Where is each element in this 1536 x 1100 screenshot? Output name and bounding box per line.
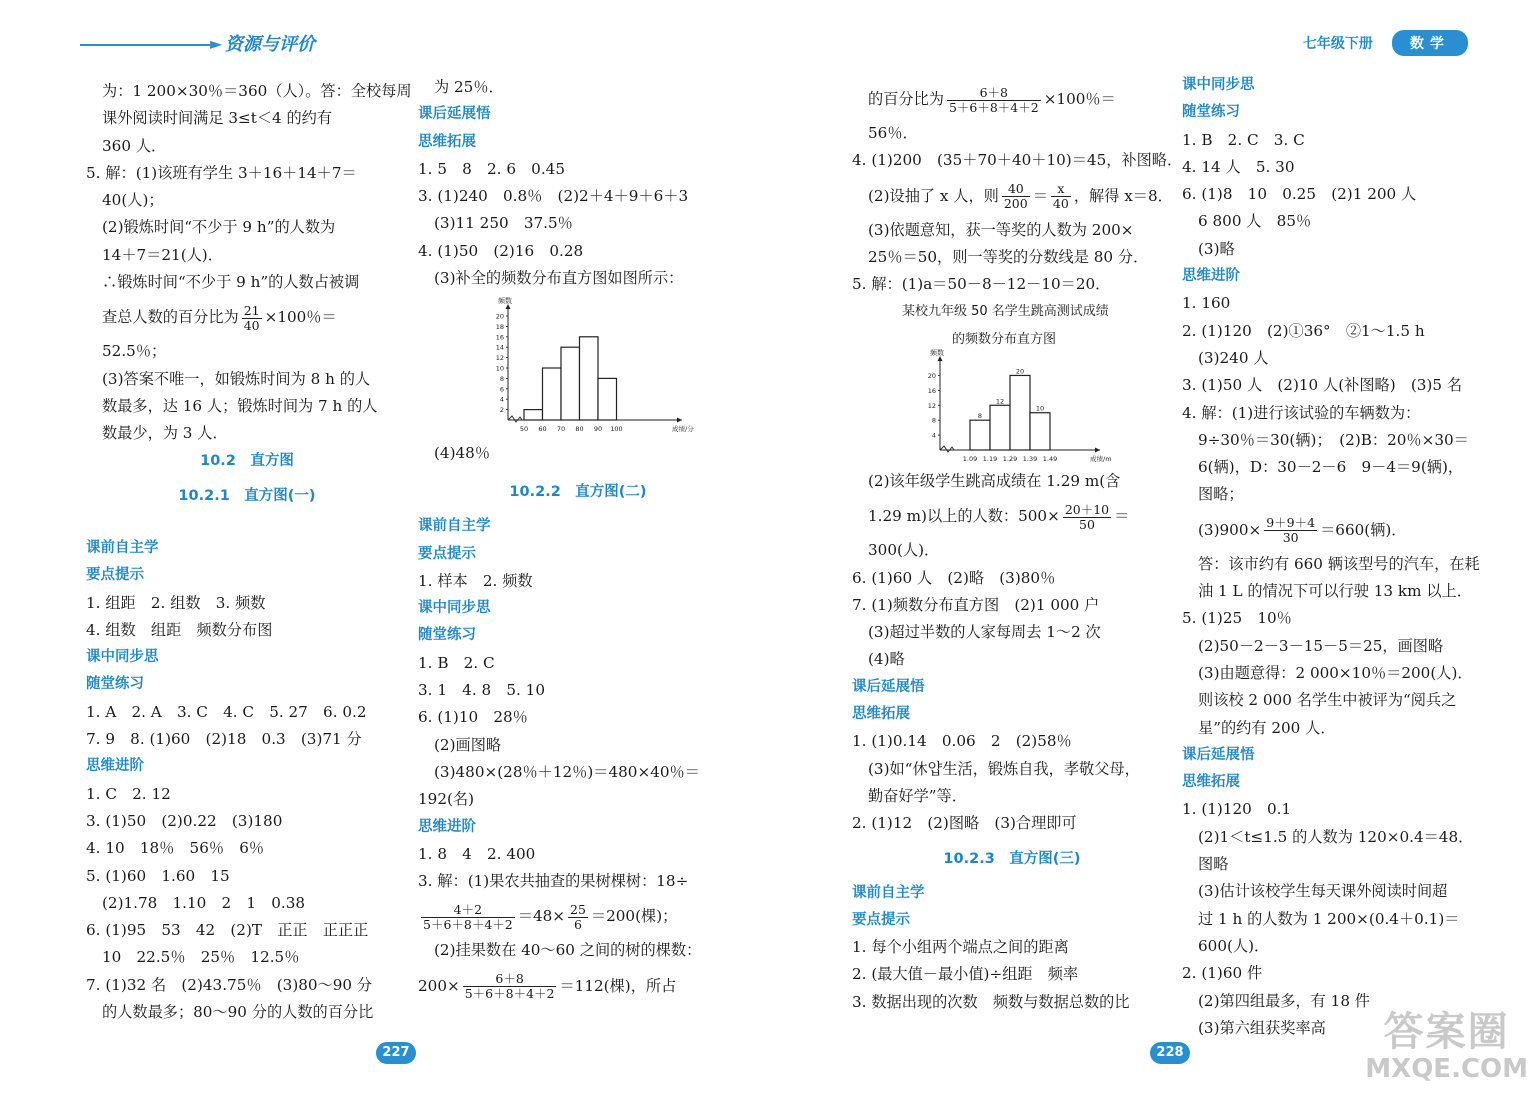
text-line: (3)补全的频数分布直方图如图所示： xyxy=(434,269,684,288)
histogram-bar xyxy=(1030,413,1050,450)
text-line: (4)48％ xyxy=(434,444,491,462)
text-line: 答：该市约有 660 辆该型号的汽车，在耗 xyxy=(1198,554,1480,573)
section-label: 随堂练习 xyxy=(418,627,476,644)
text-line: 7. (1)频数分布直方图 (2)1 000 户 xyxy=(852,595,1100,614)
y-tick-label: 14 xyxy=(495,343,504,352)
section-label: 课前自主学 xyxy=(86,540,159,556)
text-line: 2. (1)120 (2)①36° ②1～1.5 h xyxy=(1182,321,1425,340)
fraction-numerator: 20＋10 xyxy=(1064,501,1110,517)
fraction xyxy=(1063,503,1111,532)
text-span: 1.29 m)以上的人数：500× xyxy=(868,507,1060,526)
fraction-line xyxy=(852,78,1172,120)
fraction xyxy=(1264,516,1317,545)
text-span: (3)900× xyxy=(1198,520,1262,539)
text-line: 为：1 200×30％＝360（人）。答：全校每周 xyxy=(102,82,412,100)
text-line: 6. (1)60 人 (2)略 (3)80％ xyxy=(852,568,1056,587)
section-label: 要点提示 xyxy=(418,545,476,562)
answer-column-2b xyxy=(418,440,738,1007)
watermark-url: MXQE.COM xyxy=(1365,1054,1528,1084)
histogram-chart-2 xyxy=(910,345,1110,470)
text-line: 600(人)． xyxy=(1198,936,1270,955)
section-label: 课中同步思 xyxy=(86,649,159,666)
fraction-numerator: x xyxy=(1051,182,1071,197)
fraction-denominator: 6 xyxy=(573,916,582,932)
fraction-line xyxy=(418,895,738,937)
text-line: 5. (1)60 1.60 15 xyxy=(86,866,230,885)
y-tick-label: 4 xyxy=(931,431,936,440)
text-line: 4. 10 18％ 56％ 6％ xyxy=(86,839,265,858)
chart-caption: 的频数分布直方图 xyxy=(952,331,1057,347)
answer-column-1 xyxy=(86,78,412,517)
x-axis-arrow xyxy=(1095,448,1100,453)
text-line: 6(辆)，D：30－2－6 9－4＝9(辆)， xyxy=(1198,458,1464,477)
x-tick-label: 1.09 xyxy=(962,455,978,463)
text-line: (3)由题意得：2 000×10％＝200(人)． xyxy=(1198,663,1473,682)
histogram-bar xyxy=(561,347,580,420)
fraction xyxy=(463,972,557,1001)
text-line: 1. C 2. 12 xyxy=(86,784,171,803)
fraction-line xyxy=(102,296,392,338)
text-line: 1. B 2. C 3. C xyxy=(1182,130,1305,149)
section-label: 课后延展悟 xyxy=(852,678,925,695)
text-line: 1. 5 8 2. 6 0.45 xyxy=(418,159,566,178)
text-line: 4. (1)50 (2)16 0.28 xyxy=(418,241,584,260)
text-line: (2)挂果数在 40～60 之间的树的棵数： xyxy=(434,941,702,960)
section-label: 思维拓展 xyxy=(852,706,910,723)
text-line: (3)超过半数的人家每周去 1～2 次 xyxy=(868,623,1101,642)
heading-text: 10.2.1 直方图(一) xyxy=(178,487,316,504)
text-line: 6. (1)8 10 0.25 (2)1 200 人 xyxy=(1182,185,1417,204)
text-line: 的人数最多；80～90 分的人数的百分比 xyxy=(102,1003,374,1022)
histogram-bar xyxy=(543,368,562,420)
text-span: 的百分比为 xyxy=(868,90,944,108)
fraction-numerator: 40 xyxy=(1002,182,1030,197)
text-line: (3)如“休얍生活，锻炼自我，孝敬父母， xyxy=(868,759,1140,778)
section-label: 课前自主学 xyxy=(852,884,925,901)
fraction-denominator: 5＋6＋8＋4＋2 xyxy=(423,916,513,932)
chart-caption: 某校九年级 50 名学生跳高测试成绩 xyxy=(902,304,1109,320)
histogram-bar xyxy=(598,378,617,420)
fraction xyxy=(947,86,1041,115)
histogram-chart-1 xyxy=(470,297,694,440)
text-span: ×100％＝ xyxy=(264,308,337,327)
text-span: ＝200(棵)； xyxy=(590,907,678,926)
fraction xyxy=(1051,182,1071,211)
text-span: ＝ xyxy=(1114,507,1130,526)
text-line: 6. (1)10 28％ xyxy=(418,708,528,727)
arrow-icon: ► xyxy=(210,34,223,53)
fraction-line xyxy=(852,495,1172,537)
text-line: 3. (1)240 0.8％ (2)2＋4＋9＋6＋3 xyxy=(418,187,689,206)
text-line: (3)略 xyxy=(1198,239,1235,258)
text-line: (2)1.78 1.10 2 1 0.38 xyxy=(102,893,306,912)
text-line: 1. 160 xyxy=(1182,294,1231,313)
text-line: 3. (1)50 人 (2)10 人(补图略) (3)5 名 xyxy=(1182,376,1463,395)
fraction-numerator: 4＋2 xyxy=(421,903,515,918)
y-tick-label: 20 xyxy=(927,371,936,380)
bar-data-label: 8 xyxy=(977,412,983,421)
text-line: 油 1 L 的情况下可以行驶 13 km 以上． xyxy=(1198,582,1472,601)
text-span: ，解得 x＝8． xyxy=(1073,186,1173,205)
x-tick-label: 1.49 xyxy=(1042,455,1058,463)
fraction-denominator: 40 xyxy=(1052,196,1069,212)
fraction-denominator: 40 xyxy=(243,317,260,333)
heading-text: 10.2 直方图 xyxy=(200,452,294,469)
section-label: 随堂练习 xyxy=(1182,104,1240,121)
section-label: 课中同步思 xyxy=(418,600,491,617)
text-line: 1. 样本 2. 频数 xyxy=(418,571,533,590)
text-line: 300(人)． xyxy=(868,541,940,560)
text-line: 10 22.5％ 25％ 12.5％ xyxy=(102,948,300,967)
text-line: 1. (1)120 0.1 xyxy=(1182,800,1292,819)
text-line: 1. 8 4 2. 400 xyxy=(418,844,536,863)
section-label: 课后延展悟 xyxy=(1182,746,1255,763)
page-number-left: 227 xyxy=(376,1042,416,1064)
text-line: 4. (1)200 (35＋70＋40＋10)＝45，补图略． xyxy=(852,151,1183,170)
y-tick-label: 6 xyxy=(499,385,504,394)
header-brand xyxy=(70,30,315,58)
text-line: 图略 xyxy=(1198,855,1229,874)
fraction-numerator: 6＋8 xyxy=(463,972,557,987)
section-label: 思维拓展 xyxy=(1182,774,1240,791)
answer-column-2 xyxy=(418,74,738,292)
text-line: (2)50－2－3－15－5＝25，画图略 xyxy=(1198,636,1444,655)
text-line: 课外阅读时间满足 3≤t＜4 的约有 xyxy=(102,109,333,128)
axis-break-zigzag xyxy=(940,446,954,452)
text-line: 过 1 h 的人数为 1 200×(0.4＋0.1)＝ xyxy=(1198,909,1460,928)
x-tick-label: 50 xyxy=(519,425,529,433)
text-line: 星”的约有 200 人． xyxy=(1198,718,1336,737)
fraction-line xyxy=(852,175,1172,217)
answer-column-1b xyxy=(86,535,396,1026)
section-label: 思维拓展 xyxy=(418,133,476,150)
text-line: 9÷30％＝30(辆)； (2)B：20％×30＝ xyxy=(1198,430,1469,449)
header-rule xyxy=(80,44,210,46)
x-tick-label: 70 xyxy=(556,425,566,433)
text-line: 图略； xyxy=(1198,485,1244,504)
fraction-denominator: 50 xyxy=(1079,516,1095,532)
text-line: 56％． xyxy=(868,124,918,142)
text-line: 则该校 2 000 名学生中被评为“阅兵之 xyxy=(1198,691,1457,710)
text-line: 4. 组数 组距 频数分布图 xyxy=(86,620,273,639)
y-tick-label: 8 xyxy=(499,374,504,383)
fraction xyxy=(568,903,588,932)
text-span: 查总人数的百分比为 xyxy=(102,308,239,327)
text-span: ＝660(辆)． xyxy=(1320,520,1407,539)
x-axis-label: 成绩/m xyxy=(1090,455,1112,463)
text-span: ＝48× xyxy=(517,907,566,926)
text-line: (3)240 人 xyxy=(1198,348,1269,367)
section-label: 思维进阶 xyxy=(86,758,144,775)
text-line: 为 25％． xyxy=(434,78,504,96)
answer-column-4 xyxy=(1182,72,1482,1042)
text-line: 360 人． xyxy=(102,136,167,155)
section-label: 思维进阶 xyxy=(1182,268,1240,285)
text-line: (2)锻炼时间“不少于 9 h”的人数为 xyxy=(102,218,336,237)
section-label: 课后延展悟 xyxy=(418,106,491,123)
x-tick-label: 80 xyxy=(575,425,584,433)
section-heading xyxy=(102,475,392,517)
text-line: 5. (1)25 10％ xyxy=(1182,609,1292,628)
section-label: 课前自主学 xyxy=(418,518,491,535)
text-line: ∴锻炼时间“不少于 9 h”的人数占被调 xyxy=(102,273,360,292)
histogram-bar xyxy=(524,410,543,420)
y-tick-label: 18 xyxy=(495,322,504,331)
text-line: 6 800 人 85％ xyxy=(1198,212,1312,231)
answer-column-3b xyxy=(852,468,1172,1016)
text-line: 6. (1)95 53 42 (2)T 正正 正正正 xyxy=(86,921,369,940)
x-tick-label: 1.19 xyxy=(982,455,998,463)
text-line: (3)第六组获奖率高 xyxy=(1198,1018,1326,1037)
text-span: ＝ xyxy=(1032,186,1048,205)
x-tick-label: 1.29 xyxy=(1002,455,1018,463)
y-axis-label: 频数 xyxy=(498,297,512,305)
text-line: 25％＝50，则一等奖的分数线是 80 分． xyxy=(868,247,1149,266)
y-tick-label: 4 xyxy=(499,395,504,404)
x-axis-arrow xyxy=(677,418,682,423)
text-line: 勤奋好学”等． xyxy=(868,786,967,805)
text-line: 5. 解：(1)a＝50－8－12－10＝20． xyxy=(852,275,1111,294)
bar-data-label: 12 xyxy=(995,397,1005,406)
text-line: 数最少，为 3 人． xyxy=(102,424,228,443)
fraction-denominator: 30 xyxy=(1282,530,1299,546)
text-span: (2)设抽了 x 人，则 xyxy=(868,186,999,205)
histogram-bar xyxy=(580,337,599,420)
fraction xyxy=(421,903,515,932)
fraction-denominator: 200 xyxy=(1003,196,1028,212)
header-subject xyxy=(1303,30,1468,54)
text-line: 2. (1)12 (2)图略 (3)合理即可 xyxy=(852,814,1077,833)
text-span: 200× xyxy=(418,976,460,995)
y-tick-label: 10 xyxy=(495,364,504,373)
text-line: 3. 1 4. 8 5. 10 xyxy=(418,681,545,700)
text-line: 3. 数据出现的次数 频数与数据总数的比 xyxy=(852,992,1130,1011)
fraction-denominator: 5＋6＋8＋4＋2 xyxy=(464,986,555,1002)
text-line: (3)答案不唯一，如锻炼时间为 8 h 的人 xyxy=(102,369,371,388)
subject-badge: 数学 xyxy=(1392,30,1468,56)
text-line: 2. (1)60 件 xyxy=(1182,964,1263,983)
text-line: (3)依题意知，获一等奖的人数为 200× xyxy=(868,220,1134,239)
section-label: 课中同步思 xyxy=(1182,77,1255,93)
text-span: ×100％＝ xyxy=(1043,90,1116,108)
text-line: (3)11 250 37.5％ xyxy=(434,214,573,233)
text-line: 52.5％； xyxy=(102,342,167,361)
answer-column-3 xyxy=(852,78,1183,353)
text-line: 14＋7＝21(人)． xyxy=(102,245,223,264)
fraction-denominator: 5＋6＋8＋4＋2 xyxy=(948,99,1039,115)
watermark-title: 答案圈 xyxy=(1383,1009,1510,1055)
text-line: 3. 解：(1)果农共抽查的果树棵树：18÷ xyxy=(418,872,689,891)
text-line: 7. 9 8. (1)60 (2)18 0.3 (3)71 分 xyxy=(86,730,362,749)
section-heading xyxy=(102,448,392,475)
text-span: ＝112(棵)，所占 xyxy=(559,976,677,995)
y-tick-label: 12 xyxy=(927,401,936,410)
text-line: (3)估计该校学生每天课外阅读时间超 xyxy=(1198,882,1448,901)
y-tick-label: 8 xyxy=(931,416,936,425)
y-tick-label: 16 xyxy=(495,333,504,342)
text-line: 1. A 2. A 3. C 4. C 5. 27 6. 0.2 xyxy=(86,702,367,721)
text-line: 40(人)； xyxy=(102,191,164,210)
histogram-bar xyxy=(970,420,990,450)
bar-data-label: 10 xyxy=(1035,404,1045,413)
text-line: 7. (1)32 名 (2)43.75％ (3)80～90 分 xyxy=(86,975,373,994)
axis-break-zigzag xyxy=(508,416,522,422)
text-line: (4)略 xyxy=(868,650,905,669)
fraction-numerator: 21 xyxy=(243,302,260,318)
text-line: 1. 组距 2. 组数 3. 频数 xyxy=(86,593,266,612)
text-line: (2)画图略 xyxy=(434,735,502,754)
x-tick-label: 90 xyxy=(593,425,603,433)
text-line: 2. (最大值－最小值)÷组距 频率 xyxy=(852,965,1079,984)
section-label: 随堂练习 xyxy=(86,676,144,693)
text-line: 3. (1)50 (2)0.22 (3)180 xyxy=(86,811,283,830)
text-line: 4. 解：(1)进行该试验的车辆数为： xyxy=(1182,403,1421,422)
section-heading xyxy=(418,471,738,513)
y-tick-label: 2 xyxy=(499,406,504,415)
text-line: 5. 解：(1)该班有学生 3＋16＋14＋7＝ xyxy=(86,163,357,182)
fraction-line xyxy=(1182,509,1482,551)
y-axis-label: 频数 xyxy=(930,349,944,357)
y-tick-label: 12 xyxy=(495,354,504,363)
brand-title: 资源与评价 xyxy=(225,34,315,55)
heading-text: 10.2.2 直方图(二) xyxy=(509,484,647,501)
text-line: (2)第四组最多，有 18 件 xyxy=(1198,991,1370,1010)
grade-label: 七年级下册 xyxy=(1302,36,1373,52)
y-tick-label: 20 xyxy=(495,312,504,321)
x-tick-label: 100 xyxy=(610,425,623,433)
text-line: 1. 每个小组两个端点之间的距离 xyxy=(852,938,1069,957)
x-tick-label: 60 xyxy=(538,425,547,433)
histogram-bar xyxy=(1010,375,1030,450)
text-line: 1. B 2. C xyxy=(418,653,495,672)
watermark xyxy=(1365,1010,1528,1084)
text-line: 1. (1)0.14 0.06 2 (2)58％ xyxy=(852,732,1072,751)
x-tick-label: 1.39 xyxy=(1022,455,1038,463)
section-label: 要点提示 xyxy=(852,911,910,928)
text-line: 4. 14 人 5. 30 xyxy=(1182,157,1295,176)
y-tick-label: 16 xyxy=(927,386,936,395)
fraction-numerator: 6＋8 xyxy=(947,86,1041,101)
text-line: (2)1＜t≤1.5 的人数为 120×0.4＝48． xyxy=(1198,827,1474,846)
text-line: (3)480×(28％＋12％)＝480×40％＝ xyxy=(434,762,700,781)
fraction xyxy=(242,304,262,333)
section-heading xyxy=(852,838,1172,880)
x-axis-label: 成绩/分 xyxy=(672,425,694,433)
text-line: 数最多，达 16 人；锻炼时间为 7 h 的人 xyxy=(102,396,378,415)
text-line: (2)该年级学生跳高成绩在 1.29 m(含 xyxy=(868,472,1121,490)
page-number-right: 228 xyxy=(1150,1042,1190,1064)
fraction xyxy=(1002,182,1030,211)
histogram-bar xyxy=(990,405,1010,450)
section-label: 思维进阶 xyxy=(418,818,476,835)
heading-text: 10.2.3 直方图(三) xyxy=(943,850,1081,867)
fraction-line xyxy=(418,965,738,1007)
fraction-numerator: 9＋9＋4 xyxy=(1266,515,1316,531)
fraction-numerator: 25 xyxy=(570,901,586,917)
bar-data-label: 20 xyxy=(1015,367,1025,376)
text-line: 192(名) xyxy=(418,790,475,809)
section-label: 要点提示 xyxy=(86,567,144,584)
